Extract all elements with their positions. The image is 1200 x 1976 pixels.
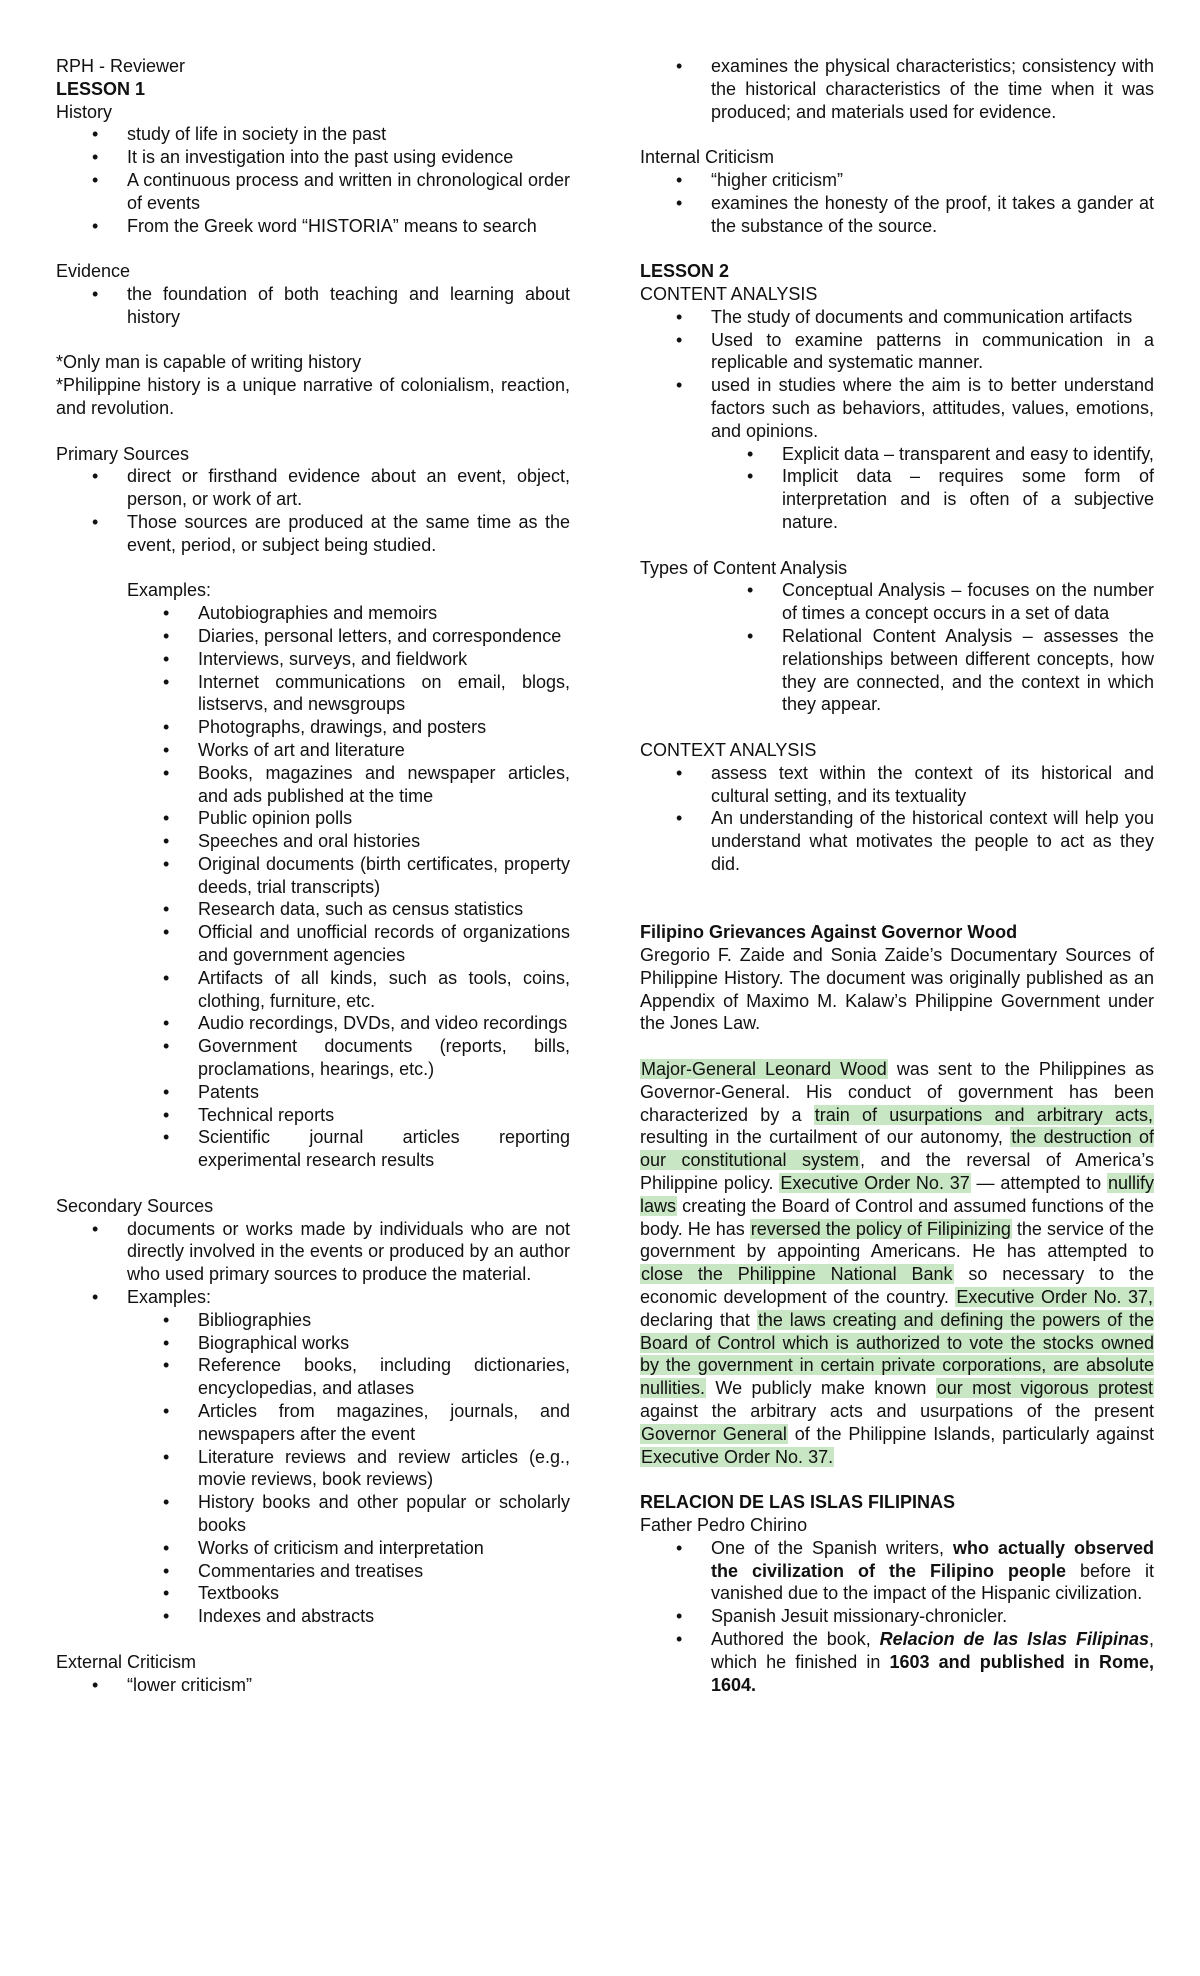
- list-item: • Indexes and abstracts: [198, 1605, 570, 1628]
- body-text: against the arbitrary acts and usurpations of the present: [640, 1401, 1154, 1422]
- context-analysis-heading: CONTEXT ANALYSIS: [640, 739, 817, 760]
- body-text: so necessary to the economic development of the country.: [640, 1264, 1154, 1308]
- list-item: • examines the honesty of the proof, it takes a gander at the substance of the source.: [711, 192, 1154, 238]
- note: *Philippine history is a unique narrative of colonialism, reaction, and revolution.: [56, 375, 570, 418]
- external-criticism-continued: [640, 55, 1154, 123]
- highlighted-text: the laws creating and defining the powers of the Board of Control which is authorized to vote the stocks owned by the government in certain private corporations, are absolute nullities.: [640, 1309, 1154, 1399]
- list-item: • A continuous process and written in chronological order of events: [127, 169, 570, 215]
- list-item: • Commentaries and treatises: [198, 1560, 570, 1583]
- list-item: • Bibliographies: [198, 1309, 570, 1332]
- body-text: creating the Board of Control and assumed functions of the body. He has: [640, 1195, 1154, 1239]
- highlighted-text: Executive Order No. 37.: [641, 1446, 834, 1467]
- list-item: • The study of documents and communication artifacts: [711, 306, 1154, 329]
- list-item: • Speeches and oral histories: [198, 830, 570, 853]
- body-text: , and the reversal of America’s Philippine policy.: [640, 1150, 1154, 1194]
- body-text: was sent to the Philippines as Governor-General. His conduct of government has been characterized by a: [640, 1059, 1154, 1125]
- examples-label: Examples:: [127, 580, 212, 601]
- context-analysis-list: [640, 762, 1154, 876]
- list-item: • direct or firsthand evidence about an event, object, person, or work of art.: [127, 465, 570, 511]
- types-heading: Types of Content Analysis: [640, 557, 848, 578]
- list-item: • “higher criticism”: [711, 169, 1154, 192]
- list-item: • History books and other popular or scholarly books: [198, 1491, 570, 1537]
- list-item-text: before it vanished due to the impact of the Hispanic civilization.: [711, 1560, 1154, 1604]
- list-item: • Textbooks: [198, 1582, 570, 1605]
- left-column: [56, 55, 570, 1696]
- highlighted-text: our most vigorous protest: [936, 1378, 1153, 1399]
- highlighted-text: nullify laws: [640, 1173, 1154, 1216]
- body-text: — attempted to: [970, 1173, 1107, 1194]
- highlighted-text: Governor General: [641, 1423, 787, 1444]
- right-column: [640, 55, 1154, 1696]
- internal-criticism-heading: Internal Criticism: [640, 147, 775, 168]
- emphasis-text: who actually observed the civilization of the Filipino people: [711, 1537, 1155, 1581]
- primary-examples-list: [56, 602, 570, 1172]
- list-item: • It is an investigation into the past using evidence: [127, 146, 570, 169]
- list-item: • Books, magazines and newspaper articles, and ads published at the time: [198, 762, 570, 808]
- list-item: • Literature reviews and review articles (e.g., movie reviews, book reviews): [198, 1446, 570, 1492]
- list-item: • Photographs, drawings, and posters: [198, 716, 570, 739]
- list-item: [711, 1628, 1154, 1696]
- list-item: • Technical reports: [198, 1104, 570, 1127]
- body-text: resulting in the curtailment of our autonomy,: [640, 1127, 1011, 1148]
- book-title: Relacion de las Islas Filipinas: [879, 1628, 1149, 1649]
- highlighted-text: Major-General Leonard Wood: [641, 1059, 887, 1080]
- list-item: • Autobiographies and memoirs: [198, 602, 570, 625]
- list-item: • Spanish Jesuit missionary-chronicler.: [711, 1605, 1154, 1628]
- list-item: • Public opinion polls: [198, 807, 570, 830]
- document-header: RPH - Reviewer: [56, 56, 186, 76]
- list-item: • Those sources are produced at the same time as the event, period, or subject being studied.: [127, 511, 570, 557]
- note: *Only man is capable of writing history: [56, 352, 362, 373]
- primary-sources-list: [56, 465, 570, 556]
- list-item-text: One of the Spanish writers,: [711, 1537, 953, 1558]
- list-item: • Research data, such as census statistics: [198, 898, 570, 921]
- list-item: • documents or works made by individuals who are not directly involved in the events or produced by an author who used primary sources to produce the material.: [127, 1218, 570, 1286]
- list-item: • “lower criticism”: [127, 1674, 570, 1697]
- highlighted-text: Executive Order No. 37: [780, 1173, 970, 1194]
- highlighted-text: Executive Order No. 37,: [956, 1287, 1153, 1308]
- list-item: • Government documents (reports, bills, proclamations, hearings, etc.): [198, 1035, 570, 1081]
- list-item: • Used to examine patterns in communication in a replicable and systematic manner.: [711, 329, 1154, 375]
- list-item: [711, 1537, 1154, 1605]
- content-analysis-sublist: [782, 443, 1154, 534]
- list-item: • Interviews, surveys, and fieldwork: [198, 648, 570, 671]
- examples-label: Examples:: [127, 1287, 212, 1308]
- list-item: [711, 374, 1154, 534]
- list-item-text: , which he finished in: [711, 1628, 1154, 1672]
- highlighted-text: the destruction of our constitutional system: [640, 1127, 1154, 1171]
- list-item-text: Authored the book,: [711, 1628, 880, 1649]
- list-item: • Biographical works: [198, 1332, 570, 1355]
- list-item: • the foundation of both teaching and learning about history: [127, 283, 570, 329]
- list-item: • An understanding of the historical context will help you understand what motivates the people to act as they did.: [711, 807, 1154, 875]
- list-item-text: used in studies where the aim is to better understand factors such as behaviors, attitudes, values, emotions, and opinions.: [711, 375, 1154, 441]
- evidence-heading: Evidence: [56, 261, 131, 282]
- primary-sources-heading: Primary Sources: [56, 443, 190, 464]
- lesson1-heading: LESSON 1: [56, 78, 146, 99]
- lesson2-heading: LESSON 2: [640, 261, 730, 282]
- body-text: the service of the government by appointing Americans. He has attempted to: [640, 1218, 1155, 1262]
- list-item: • From the Greek word “HISTORIA” means to search: [127, 215, 570, 238]
- secondary-sources-heading: Secondary Sources: [56, 1195, 214, 1216]
- evidence-list: [56, 283, 570, 329]
- emphasis-text: 1603 and published in Rome, 1604.: [711, 1651, 1154, 1695]
- highlighted-text: reversed the policy of Filipinizing: [750, 1218, 1011, 1239]
- highlighted-text: train of usurpations and arbitrary acts,: [814, 1104, 1154, 1125]
- list-item: • assess text within the context of its historical and cultural setting, and its textuality: [711, 762, 1154, 808]
- body-text: declaring that: [640, 1309, 757, 1330]
- list-item: • Audio recordings, DVDs, and video recordings: [198, 1012, 570, 1035]
- list-item: • Works of art and literature: [198, 739, 570, 762]
- relacion-heading: RELACION DE LAS ISLAS FILIPINAS: [640, 1492, 956, 1513]
- relacion-list: [640, 1537, 1154, 1697]
- grievances-body: [640, 1058, 1154, 1468]
- grievances-heading: Filipino Grievances Against Governor Wood: [640, 922, 1018, 943]
- history-heading: History: [56, 101, 113, 122]
- types-list: [640, 579, 1154, 716]
- list-item: • Artifacts of all kinds, such as tools, coins, clothing, furniture, etc.: [198, 967, 570, 1013]
- list-item: • examines the physical characteristics; consistency with the historical characteristics of the time when it was produced; and materials used for evidence.: [711, 55, 1154, 123]
- list-item: • Diaries, personal letters, and correspondence: [198, 625, 570, 648]
- list-item: • Implicit data – requires some form of interpretation and is often of a subjective nature.: [782, 465, 1154, 533]
- secondary-sources-list: [56, 1218, 570, 1628]
- list-item: • Original documents (birth certificates, property deeds, trial transcripts): [198, 853, 570, 899]
- list-item: • Scientific journal articles reporting experimental research results: [198, 1126, 570, 1172]
- relacion-author: Father Pedro Chirino: [640, 1515, 808, 1535]
- grievances-intro: Gregorio F. Zaide and Sonia Zaide’s Documentary Sources of Philippine History. The document was originally published as an Appendix of Maximo M. Kalaw’s Philippine Government under the Jones Law.: [640, 945, 1154, 1034]
- list-item: • Relational Content Analysis – assesses the relationships between different concepts, how they are connected, and the context in which they appear.: [782, 625, 1154, 716]
- list-item: • Reference books, including dictionaries, encyclopedias, and atlases: [198, 1354, 570, 1400]
- list-item: • study of life in society in the past: [127, 123, 570, 146]
- list-item: • Official and unofficial records of organizations and government agencies: [198, 921, 570, 967]
- body-text: We publicly make known: [706, 1378, 936, 1399]
- body-text: of the Philippine Islands, particularly against: [787, 1423, 1154, 1444]
- list-item: [127, 1286, 570, 1628]
- list-item: • Articles from magazines, journals, and newspapers after the event: [198, 1400, 570, 1446]
- highlighted-text: close the Philippine National Bank: [641, 1264, 953, 1285]
- external-criticism-heading: External Criticism: [56, 1651, 197, 1672]
- list-item: • Works of criticism and interpretation: [198, 1537, 570, 1560]
- internal-criticism-list: [640, 169, 1154, 237]
- list-item: • Explicit data – transparent and easy to identify,: [782, 443, 1154, 466]
- external-criticism-list: [56, 1674, 570, 1697]
- secondary-examples-list: [198, 1309, 570, 1628]
- history-list: [56, 123, 570, 237]
- content-analysis-list: [640, 306, 1154, 534]
- list-item: • Conceptual Analysis – focuses on the number of times a concept occurs in a set of data: [782, 579, 1154, 625]
- list-item: • Internet communications on email, blogs, listservs, and newsgroups: [198, 671, 570, 717]
- list-item: • Patents: [198, 1081, 570, 1104]
- content-analysis-heading: CONTENT ANALYSIS: [640, 283, 818, 304]
